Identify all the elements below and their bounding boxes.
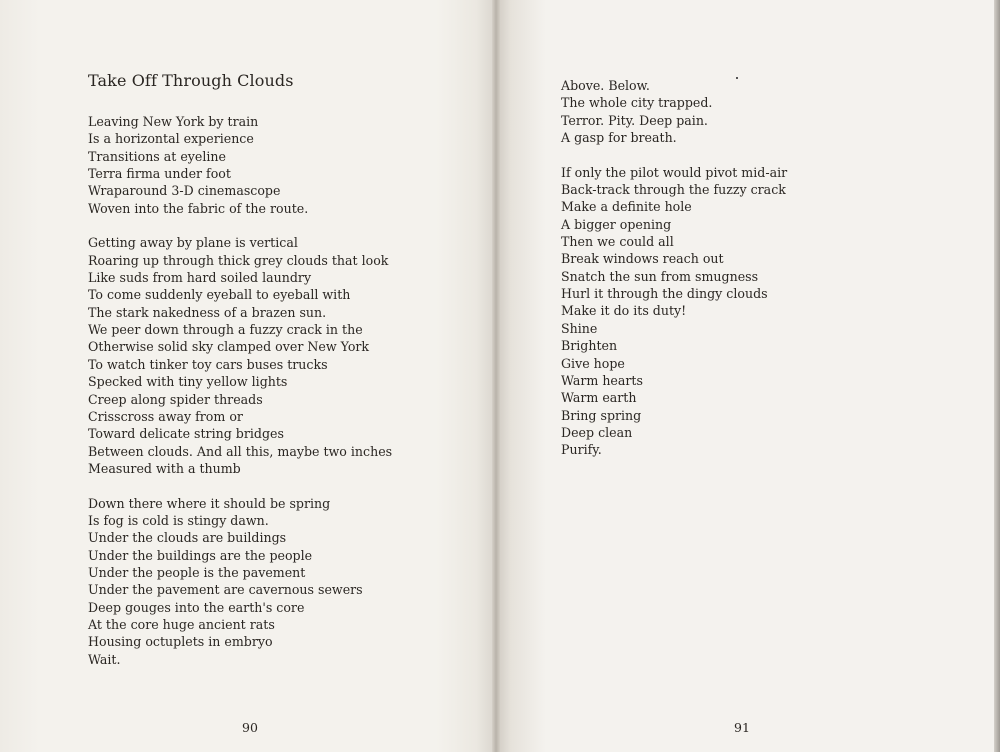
poem-line: Under the pavement are cavernous sewers	[88, 582, 363, 598]
poem-line: To come suddenly eyeball to eyeball with	[88, 287, 351, 303]
poem-line: Woven into the fabric of the route.	[88, 200, 309, 216]
poem-line: Is a horizontal experience	[88, 131, 254, 147]
poem-line: Under the people is the pavement	[88, 564, 306, 580]
poem-line: Wait.	[88, 651, 121, 667]
stanza-break	[88, 477, 392, 494]
poem-line: Roaring up through thick grey clouds that look	[88, 252, 389, 268]
poem-line: Transitions at eyeline	[88, 148, 226, 164]
poem-line: Under the buildings are the people	[88, 547, 313, 563]
poem-line: Snatch the sun from smugness	[561, 268, 759, 284]
poem-line: Purify.	[561, 442, 602, 458]
poem-line: Measured with a thumb	[88, 460, 241, 476]
page-number-right: 91	[734, 720, 750, 735]
poem-line: Housing octuplets in embryo	[88, 634, 273, 650]
poem-line: Make a definite hole	[561, 199, 692, 215]
poem-line: Shine	[561, 320, 598, 336]
poem-line: Creep along spider threads	[88, 391, 263, 407]
page-number-left: 90	[242, 720, 258, 735]
poem-title: Take Off Through Clouds	[88, 71, 294, 90]
poem-line: Deep gouges into the earth's core	[88, 599, 305, 615]
poem-line: Break windows reach out	[561, 251, 724, 267]
poem-line: The stark nakedness of a brazen sun.	[88, 304, 327, 320]
poem-line: The whole city trapped.	[561, 95, 713, 111]
poem-line: A bigger opening	[561, 216, 672, 232]
ink-speck	[736, 77, 738, 79]
poem-line: Brighten	[561, 338, 618, 354]
poem-line: Back-track through the fuzzy crack	[561, 182, 786, 198]
right-poem-body	[561, 77, 787, 459]
poem-line: Under the clouds are buildings	[88, 530, 287, 546]
poem-line: Make it do its duty!	[561, 303, 687, 319]
left-page	[0, 0, 496, 752]
left-poem-body	[88, 113, 392, 668]
poem-line: Give hope	[561, 355, 625, 371]
poem-line: A gasp for breath.	[561, 130, 677, 146]
poem-line: If only the pilot would pivot mid-air	[561, 164, 788, 180]
page-edge	[994, 0, 1000, 752]
poem-line: Deep clean	[561, 424, 633, 440]
poem-line: Terror. Pity. Deep pain.	[561, 112, 708, 128]
poem-line: Terra firma under foot	[88, 166, 231, 182]
stanza-break	[88, 217, 392, 234]
poem-line: Bring spring	[561, 407, 642, 423]
poem-line: Wraparound 3-D cinemascope	[88, 183, 281, 199]
poem-line: Otherwise solid sky clamped over New York	[88, 339, 370, 355]
poem-line: Down there where it should be spring	[88, 495, 331, 511]
poem-line: Hurl it through the dingy clouds	[561, 286, 768, 302]
book-gutter	[492, 0, 500, 752]
poem-line: Between clouds. And all this, maybe two inches	[88, 443, 393, 459]
poem-line: Specked with tiny yellow lights	[88, 374, 288, 390]
poem-line: Warm hearts	[561, 372, 643, 388]
poem-line: Toward delicate string bridges	[88, 426, 284, 442]
poem-line: We peer down through a fuzzy crack in the	[88, 322, 363, 338]
poem-line: Warm earth	[561, 390, 637, 406]
poem-line: To watch tinker toy cars buses trucks	[88, 356, 328, 372]
poem-line: Leaving New York by train	[88, 114, 259, 129]
poem-line: Like suds from hard soiled laundry	[88, 270, 312, 286]
poem-line: At the core huge ancient rats	[88, 616, 275, 632]
poem-line: Getting away by plane is vertical	[88, 235, 298, 251]
poem-line: Crisscross away from or	[88, 408, 243, 424]
poem-line: Above. Below.	[561, 78, 650, 93]
stanza-break	[561, 146, 787, 163]
poem-line: Is fog is cold is stingy dawn.	[88, 512, 269, 528]
poem-line: Then we could all	[561, 234, 674, 250]
